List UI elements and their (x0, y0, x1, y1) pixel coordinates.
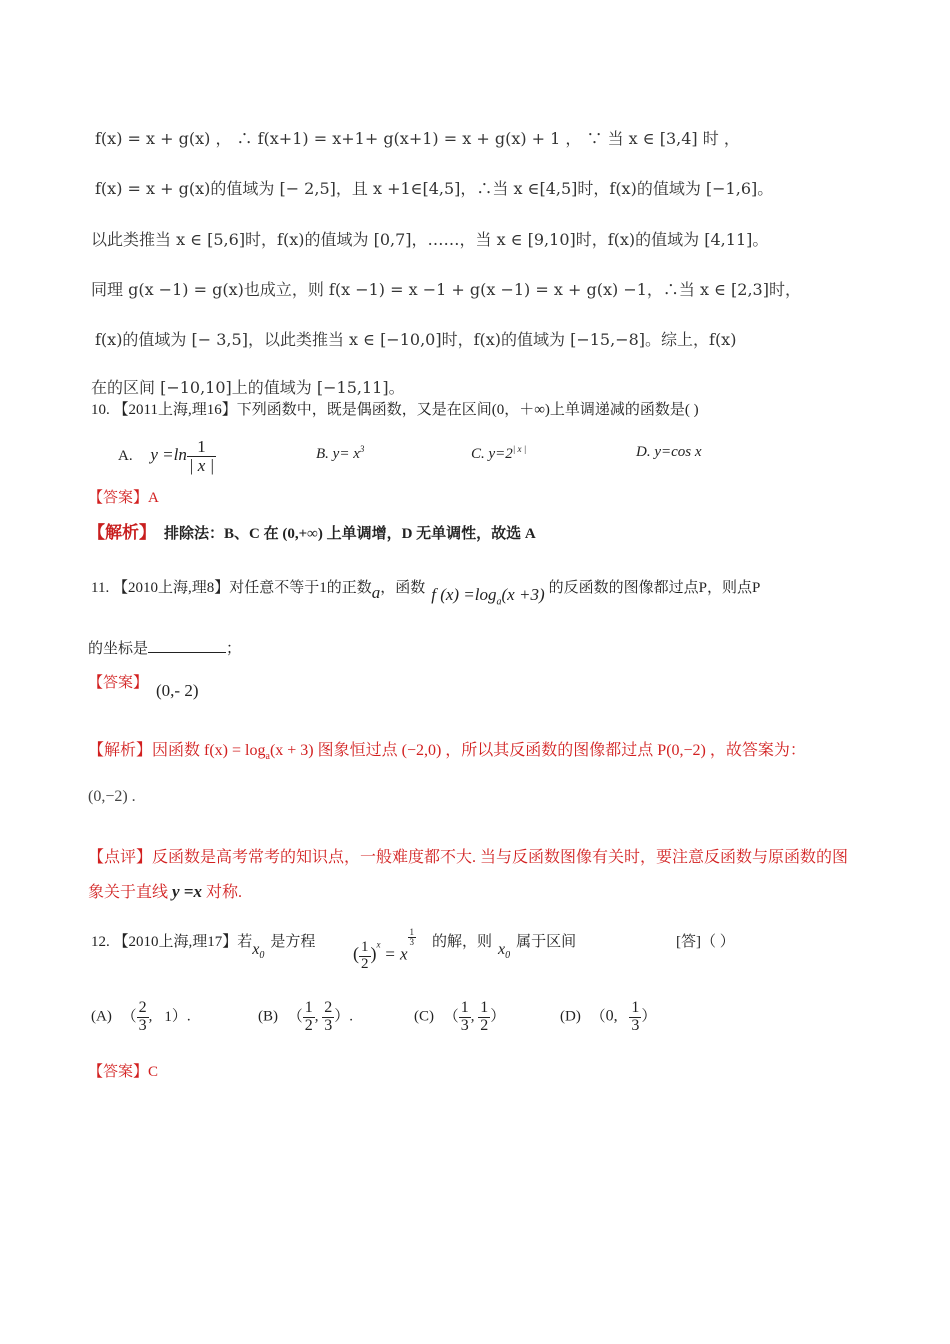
q11-func-sub: a (496, 596, 502, 608)
q12-option-b-n1: 1 (304, 999, 313, 1016)
q11-comment-2b: y =x (172, 882, 202, 901)
prev-solution-line-4: 同理 g(x −1) = g(x)也成立，则 f(x −1) = x −1 + g(x −1) = x + g(x) −1，∴当 x ∈ [2,3]时， (91, 280, 801, 299)
q10-option-a-label: A. (118, 447, 133, 464)
q12-x0-first-x: x (252, 941, 260, 958)
q12-option-c-frac1 (459, 1000, 471, 1035)
prev-solution-line-3: 以此类推当 x ∈ [5,6]时，f(x)的值域为 [0,7]，……，当 x ∈ [9,10]时，f(x)的值域为 [4,11]。 (91, 230, 769, 249)
q11-stem (91, 576, 761, 608)
q12-x0-second-x: x (498, 941, 506, 958)
q12-option-a-d1: 3 (138, 1016, 147, 1034)
q12-option-d-d2: 3 (631, 1016, 640, 1034)
q12-option-b-d1: 2 (304, 1016, 313, 1034)
q10-answer-tag: 【答案】 (88, 490, 149, 506)
q12-option-b-d2: 3 (324, 1016, 333, 1034)
q12-eq-den: 2 (361, 955, 369, 972)
q11-func-tail: (x +3) (501, 585, 545, 604)
q12-option-c-d2: 2 (480, 1016, 489, 1034)
q12-stem (91, 930, 316, 962)
q10-option-c-sup: | x | (512, 444, 527, 454)
q12-option-d-label: (D) (560, 1008, 581, 1025)
q12-x0-second (498, 941, 511, 962)
q12-option-a-frac (137, 1000, 149, 1035)
q11-comment-tag: 【点评】 (88, 849, 153, 866)
q12-option-d-frac (629, 1000, 641, 1035)
q10-option-b (316, 444, 364, 463)
q12-eq-exp-den: 3 (409, 937, 415, 948)
q10-option-a-lhs: y =ln (150, 444, 187, 464)
q11-stem2-text: 的坐标是 (88, 641, 149, 657)
q10-answer (88, 486, 159, 507)
q12-option-c-label: (C) (414, 1008, 434, 1025)
q11-function (431, 585, 545, 608)
q12-eq-sup: x (376, 939, 381, 950)
q12-option-c-frac2 (478, 1000, 490, 1035)
q12-option-b-label: (B) (258, 1008, 278, 1025)
q12-option-c-n2: 1 (480, 999, 489, 1016)
q10-answer-value: A (148, 490, 159, 506)
q12-option-d-first: 0, (605, 1007, 618, 1025)
q12-stem-part-b: 是方程 (270, 934, 316, 950)
q10-option-a-num: 1 (187, 438, 216, 457)
q12-option-c-d1: 3 (460, 1016, 469, 1034)
q11-comment-2a: 象关于直线 (88, 884, 169, 901)
prev-solution-line-1: f(x) = x + g(x) ， ∴ f(x+1) = x+1+ g(x+1) = x + g(x) + 1 ， ∵ 当 x ∈ [3,4] 时 ， (95, 129, 740, 148)
q10-option-b-sup: 3 (359, 444, 365, 454)
q12-option-d-n2: 1 (631, 999, 640, 1016)
q12-option-d: (D) （0, $\frac{1}{3}$ ） (560, 999, 657, 1034)
q11-analysis (88, 737, 806, 762)
q10-option-c-text: C. y=2 (471, 446, 513, 462)
q11-stem-part-b: ，函数 (380, 580, 426, 596)
q11-analysis-tag: 【解析】 (88, 742, 153, 759)
q12-option-b: (B) （ $\frac{1}{2}$ , $\frac{2}{3}$ ）. (258, 999, 354, 1034)
q12-stem-tail (432, 930, 577, 962)
q12-answer-bracket: [答]（ ） (676, 934, 735, 950)
q12-option-b-n2: 2 (324, 999, 333, 1016)
q11-analysis-sub: a (265, 751, 270, 763)
q11-answer (88, 671, 148, 692)
q10-analysis-text: 排除法：B、C 在 (0,+∞) 上单调增，D 无单调性，故选 A (164, 526, 536, 542)
q12-x0-first-sub: 0 (259, 950, 265, 962)
q12-answer (88, 1060, 158, 1081)
q11-comment-2c: 对称. (206, 884, 243, 901)
q12-option-b-frac1 (303, 1000, 315, 1035)
q12-option-a-label: (A) (91, 1008, 112, 1025)
q12-stem-part-a: 12. 【2010上海,理17】若 (91, 934, 253, 950)
q11-analysis-line-2: (0,−2) . (88, 788, 136, 805)
q12-eq-exponent (408, 928, 417, 948)
q11-var-a: a (371, 583, 381, 602)
q11-answer-value: (0,- 2) (156, 681, 199, 700)
q11-stem-part-a: 11. 【2010上海,理8】对任意不等于1的正数 (91, 580, 372, 596)
q11-answer-blank (148, 652, 226, 653)
q12-option-a: (A) （ $\frac{2}{3}$ , 1）. (91, 999, 191, 1034)
q10-option-b-text: B. y= x (316, 446, 360, 462)
q11-comment-line-1: 反函数是高考常考的知识点，一般难度都不大. 当与反函数图像有关时，要注意反函数与原函数的图 (152, 849, 849, 866)
q12-answer-value: C (148, 1064, 159, 1080)
q12-option-b-frac2 (322, 1000, 334, 1035)
q12-stem-part-c: 的解，则 (432, 934, 493, 950)
q10-analysis (88, 518, 536, 543)
q12-eq-fraction (359, 940, 371, 973)
q12-x0-second-sub: 0 (505, 950, 511, 962)
q12-eq-exp-num: 1 (409, 927, 415, 937)
prev-solution-line-6: 在的区间 [−10,10]上的值域为 [−15,11]。 (91, 378, 405, 397)
q10-option-a-fraction (187, 438, 216, 475)
q12-option-c: (C) （ $\frac{1}{3}$ , $\frac{1}{2}$ ） (414, 999, 506, 1034)
q10-stem: 10. 【2011上海,理16】下列函数中，既是偶函数，又是在区间(0，＋∞)上单调递减的函数是( ) (91, 402, 699, 418)
q12-answer-tag: 【答案】 (88, 1064, 149, 1080)
q11-analysis-part-a: 因函数 f(x) = log (152, 742, 266, 759)
q10-option-d: D. y=cos x (636, 444, 702, 460)
q11-stem2-end: ； (226, 641, 242, 657)
q11-comment (88, 844, 848, 867)
q12-stem-part-d: 属于区间 (516, 934, 577, 950)
prev-solution-line-5: f(x)的值域为 [− 3,5]，以此类推当 x ∈ [−10,0]时，f(x)的值域为 [−15,−8]。综上，f(x) (95, 330, 737, 349)
q10-option-a (118, 438, 216, 475)
q12-eq-mid: = x (384, 944, 408, 964)
q11-stem-part-c: 的反函数的图像都过点P，则点P (548, 580, 761, 596)
q12-option-c-n1: 1 (460, 999, 469, 1016)
q11-answer-tag: 【答案】 (88, 675, 149, 691)
q12-x0-first (252, 941, 265, 962)
q11-analysis-part-b: (x + 3) 图象恒过点 (−2,0) ，所以其反函数的图像都过点 P(0,−2) ，故答案为： (269, 742, 806, 759)
prev-solution-line-2: f(x) = x + g(x)的值域为 [− 2,5]，且 x +1∈[4,5]，∴当 x ∈[4,5]时，f(x)的值域为 [−1,6]。 (95, 179, 774, 198)
q10-option-c (471, 444, 526, 463)
q11-comment-line-2 (88, 879, 242, 902)
q12-option-a-rest: 1 (164, 1008, 172, 1025)
q12-option-a-n1: 2 (138, 999, 147, 1016)
q10-analysis-tag: 【解析】 (88, 523, 156, 542)
q11-func-main: f (x) =log (431, 585, 497, 604)
q11-stem-line-2 (88, 637, 241, 658)
q12-eq-num: 1 (361, 938, 369, 955)
q12-equation: ( $\frac{1}{2}$ )$^x$ = x $\frac{1}{3}$ (353, 927, 415, 972)
q10-option-a-den: | x | (188, 455, 215, 475)
